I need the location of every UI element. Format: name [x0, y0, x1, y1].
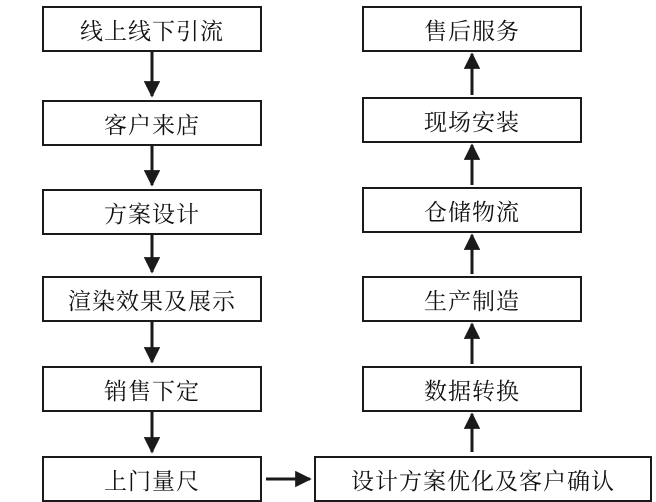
node-onsite-installation[interactable] — [362, 97, 582, 143]
node-label: 数据转换 — [424, 378, 520, 404]
node-label: 渲染效果及展示 — [68, 288, 236, 314]
node-label: 现场安装 — [424, 109, 520, 135]
node-label: 上门量尺 — [104, 468, 200, 494]
node-label: 销售下定 — [104, 378, 200, 404]
node-online-offline-traffic[interactable] — [42, 6, 262, 52]
node-render-and-display[interactable] — [42, 276, 262, 322]
node-production-manufacturing[interactable] — [362, 276, 582, 322]
node-design-optimization-and-confirmation[interactable] — [314, 456, 652, 502]
node-customer-visit[interactable] — [42, 100, 262, 146]
node-label: 生产制造 — [424, 288, 520, 314]
node-label: 客户来店 — [104, 112, 200, 138]
node-after-sales-service[interactable] — [362, 6, 582, 52]
node-label: 方案设计 — [104, 201, 200, 227]
node-warehouse-logistics[interactable] — [362, 187, 582, 233]
node-onsite-measurement[interactable] — [42, 456, 262, 502]
node-label: 仓储物流 — [424, 199, 520, 225]
node-data-conversion[interactable] — [362, 366, 582, 412]
node-sales-order[interactable] — [42, 366, 262, 412]
node-label: 售后服务 — [424, 18, 520, 44]
node-scheme-design[interactable] — [42, 189, 262, 235]
node-label: 线上线下引流 — [80, 18, 224, 44]
node-label: 设计方案优化及客户确认 — [351, 468, 615, 494]
